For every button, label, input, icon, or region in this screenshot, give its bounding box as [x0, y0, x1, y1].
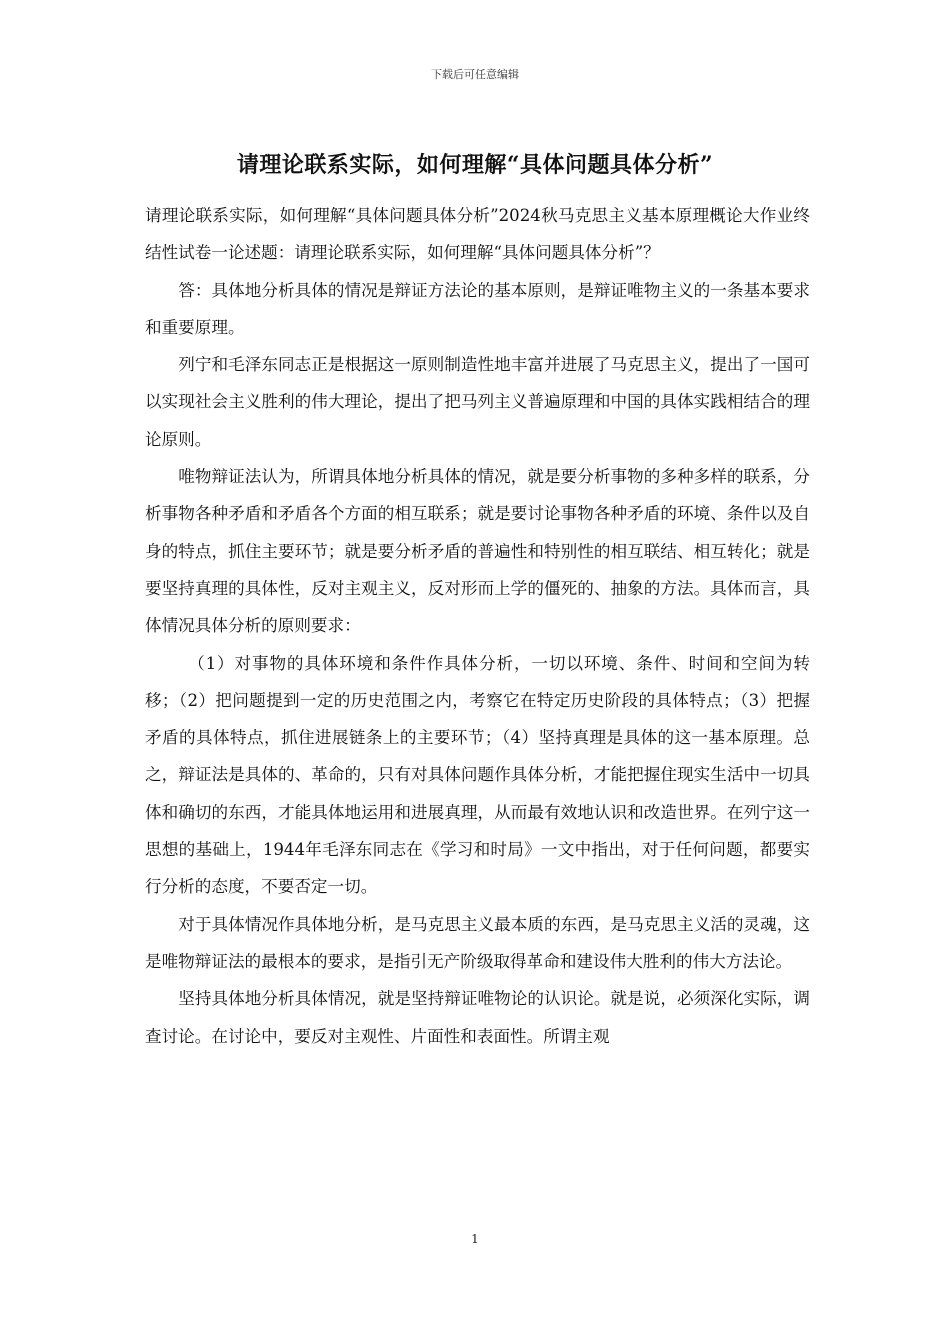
paragraph-question: 请理论联系实际，如何理解“具体问题具体分析”2024秋马克思主义基本原理概论大作业终结性试卷一论述题：请理论联系实际，如何理解“具体问题具体分析”？: [145, 206, 810, 263]
paragraph-essence: 对于具体情况作具体地分析，是马克思主义最本质的东西，是马克思主义活的灵魂，这是唯物辩证法的最根本的要求，是指引无产阶级取得革命和建设伟大胜利的伟大方法论。: [145, 914, 810, 971]
paragraph-dialectics: 唯物辩证法认为，所谓具体地分析具体的情况，就是要分析事物的多种多样的联系，分析事物各种矛盾和矛盾各个方面的相互联系；就是要讨论事物各种矛盾的环境、条件以及自身的特点，抓住主要环节；就是要分析矛盾的普遍性和特别性的相互联结、相互转化；就是要坚持真理的具体性，反对主观主义，反对形而上学的僵死的、抽象的方法。具体而言，具体情况具体分析的原则要求：: [145, 467, 810, 636]
paragraph-epistemology: 坚持具体地分析具体情况，就是坚持辩证唯物论的认识论。就是说，必须深化实际，调查讨论。在讨论中，要反对主观性、片面性和表面性。所谓主观: [145, 989, 810, 1046]
document-body: [145, 197, 810, 1055]
paragraph-requirements: （1）对事物的具体环境和条件作具体分析，一切以环境、条件、时间和空间为转移；（2）把问题提到一定的历史范围之内，考察它在特定历史阶段的具体特点；（3）把握矛盾的具体特点，抓住进展链条上的主要环节；（4）坚持真理是具体的这一基本原理。总之，辩证法是具体的、革命的，只有对具体问题作具体分析，才能把握住现实生活中一切具体和确切的东西，才能具体地运用和进展真理，从而最有效地认识和改造世界。在列宁这一思想的基础上，1944年毛泽东同志在《学习和时局》一文中指出，对于任何问题，都要实行分析的态度，不要否定一切。: [145, 653, 810, 897]
header-note: 下载后可任意编辑: [431, 68, 519, 81]
paragraph-answer: 答：具体地分析具体的情况是辩证方法论的基本原则，是辩证唯物主义的一条基本要求和重要原理。: [145, 280, 810, 337]
document-title: 请理论联系实际，如何理解“具体问题具体分析”: [236, 152, 714, 178]
page-number: 1: [471, 1232, 479, 1246]
paragraph-lenin-mao: 列宁和毛泽东同志正是根据这一原则制造性地丰富并进展了马克思主义，提出了一国可以实现社会主义胜利的伟大理论，提出了把马列主义普遍原理和中国的具体实践相结合的理论原则。: [145, 355, 810, 449]
